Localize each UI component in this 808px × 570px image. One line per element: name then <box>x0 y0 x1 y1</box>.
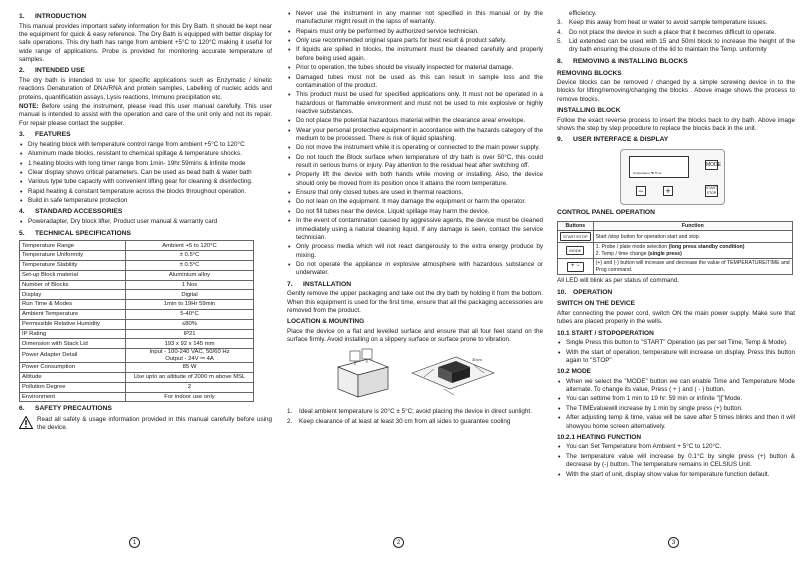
spec-value: 2 <box>126 382 254 392</box>
spec-label: Temperature Stability <box>20 261 126 271</box>
table-row <box>20 300 254 310</box>
lcd-display <box>629 156 689 178</box>
page-1 <box>19 10 272 434</box>
table-row <box>20 372 254 382</box>
list-item: • You can settime from 1 min to 19 hr: 59 min or infinite "]["Mode. <box>557 395 795 403</box>
list-item: • Do not operate the appliance in explosive atmosphere with hazardous substance or underwater. <box>287 261 543 278</box>
list-item: • Clear display shows critical parameters, Can be used as bead bath & water bath <box>19 169 272 177</box>
spec-value: 1min to 19Hr 59min <box>126 300 254 310</box>
spec-label: Set-up Block material <box>20 270 126 280</box>
spec-value: Aluminium alloy <box>126 270 254 280</box>
switch-on-heading: SWITCH ON THE DEVICE <box>557 300 636 308</box>
spec-value: Digital <box>126 290 254 300</box>
start-stop-button-illustration: START STOP <box>706 186 718 195</box>
installation-text: Gently remove the upper packaging and take out the dry bath by holding it from the bottom. When this equipment is used for the first time, ensure that all the packaging accessories are removed from the product. <box>287 290 543 314</box>
switch-on-text: After connecting the power cord, switch ON the main power supply. Make sure that tubes are placed properly in the wells. <box>557 310 795 326</box>
safety-heading: 6. SAFETY PRECAUTIONS <box>19 405 112 413</box>
spec-label: IP Rating <box>20 329 126 339</box>
spec-value: 1 Nos <box>126 280 254 290</box>
plus-button-illustration: + <box>663 186 673 196</box>
table-row <box>20 339 254 349</box>
table-row <box>20 363 254 373</box>
intro-text: This manual provides important safety information for this Dry Bath. It should be kept near the equipment for quick & easy reference. The Dry Bath is equipped with better display for safe operations. This dry bath has range from ambient +5°C to 120°C making it useful for wide range of applications. Probe is provided for monitoring accurate temperature of samples. <box>19 22 272 64</box>
list-item: • Do not touch the Block surface when temperature of dry bath is over 50°C, this could result in serious burns or injury. Pay attention to the residual heat after switching off. <box>287 154 543 171</box>
table-row: START/STOP Start /stop button for operation start and stop. <box>558 231 793 243</box>
list-item: 4. Do not place the device in such a place that it becomes difficult to operate. <box>557 28 777 36</box>
table-row <box>20 261 254 271</box>
placement-list <box>287 408 543 426</box>
spec-label: Temperature Range <box>20 241 126 251</box>
control-panel-heading: CONTROL PANEL OPERATION <box>557 209 655 216</box>
spec-label: Temperature Uniformity <box>20 251 126 261</box>
table-row <box>20 290 254 300</box>
spec-label: Run Time & Modes <box>20 300 126 310</box>
list-item: • With the start of operation, temperature will increase on display. Press this button again to "STOP" <box>557 349 795 366</box>
specs-table <box>19 240 254 402</box>
list-item: • When we select the "MODE" button we can enable Time and Temperature Mode alternate. To change its value, Press ( + ) and ( - ) button. <box>557 378 795 395</box>
list-item: • 1 heating blocks with long timer range from 1min- 19hr:59mins & infinite mode <box>19 160 272 168</box>
safety-list <box>287 10 543 278</box>
spec-label: Altitude <box>20 372 126 382</box>
spec-value: IP21 <box>126 329 254 339</box>
list-item: • This product must be used for specified applications only. It must not be operated in a hazardous or flammable environment and must not be used to mix explosive or highly reactive substances. <box>287 91 543 116</box>
blocks-heading: 8. REMOVING & INSTALLING BLOCKS <box>557 57 688 65</box>
features-list <box>19 141 272 206</box>
list-item: • You can Set Temperature from Ambient + 5°C to 120°C. <box>557 443 795 451</box>
spec-value: 5-40°C <box>126 310 254 320</box>
list-item: • If liquids are spilled in blocks, the instrument must be cleaned carefully and properly before being used again. <box>287 46 543 63</box>
spec-label: Dimension with Stack Lid <box>20 339 126 349</box>
mode-key-icon: MODE <box>566 246 584 255</box>
list-item: • Ensure that only closed tubes are used in thermal reactions. <box>287 189 543 197</box>
led-note: All LED will blink as per status of command. <box>557 277 680 285</box>
table-row <box>20 251 254 261</box>
list-item: • With the start of unit, display show value for temperature function default. <box>557 471 795 479</box>
page-3 <box>557 10 795 480</box>
list-item: • Dry heating block with temperature control range from ambient +5°C to 120°C <box>19 141 272 149</box>
table-row <box>20 349 254 363</box>
specs-heading: 5. TECHNICAL SPECIFICATIONS <box>19 229 131 237</box>
spec-label: Number of Blocks <box>20 280 126 290</box>
list-item: • Build in safe temperature protection <box>19 197 272 205</box>
list-item: • The TIMEvaluewill increase by 1 min by single press (+) button. <box>557 405 795 413</box>
heating-heading: 10.2.1 HEATING FUNCTION <box>557 433 642 441</box>
list-item: • Wear your personal protective equipment in accordance with the hazards category of the medium to be processed. There is risk of liquid splashing. <box>287 127 543 144</box>
spec-value: 193 x 92 x 145 mm <box>126 339 254 349</box>
clearance-label: 30cm <box>472 357 482 363</box>
table-row <box>20 392 254 402</box>
list-item: • Do not lean on the equipment. It may damage the equipment or harm the operator. <box>287 198 543 206</box>
spec-label: Power Consumption <box>20 363 126 373</box>
installing-heading: INSTALLING BLOCK <box>557 106 621 114</box>
placement-list-continued <box>557 19 795 54</box>
list-item: • Damaged tubes must not be used as this can result in sample loss and the contamination of the product. <box>287 74 543 91</box>
spec-value: Input - 100-240 VAC, 50/60 Hz Output - 24V ⎓ 4A <box>126 349 254 363</box>
control-panel-table <box>557 221 793 276</box>
placement-illustration <box>404 347 502 405</box>
removing-heading: REMOVING BLOCKS <box>557 69 622 77</box>
table-header: Buttons <box>558 221 594 231</box>
list-item: • Poweradapter, Dry block lifter, Product user manual & warranty card <box>19 218 272 226</box>
removing-text: Device blocks can be removed / changed by a simple screwing device in to the blocks for lifting/removing/changing the blocks . Above image shows the process to remove blocks. <box>557 79 795 103</box>
spec-label: Power Adapter Detail <box>20 349 126 363</box>
list-item: • The temperature value will increase by 0.1°C by single press (+) button & decrease by (-) button. The temperature remains in CELSIUS Unit. <box>557 453 795 470</box>
safety-notice <box>19 416 272 434</box>
list-item: • Properly lift the device with both hands while moving or installing. Also, the device should only be moved from its position once it attains the room temperature. <box>287 171 543 188</box>
features-heading: 3. FEATURES <box>19 130 71 138</box>
table-row: MODE 1. Probe / plate mode selection (long press standby condition) 2. Temp / time change (single press) <box>558 243 793 259</box>
accessories-list <box>19 218 272 226</box>
safety-text: Read all safety & usage information provided in this manual carefully before using the device. <box>37 416 272 432</box>
table-row <box>20 280 254 290</box>
table-row <box>20 241 254 251</box>
list-item: • Prior to operation, the tubes should be visually inspected for material damage. <box>287 64 543 72</box>
spec-value: 85 W <box>126 363 254 373</box>
list-item: • Never use the instrument in any manner not specified in this manual or by the manufacturer might result in the lapss of warranty. <box>287 10 543 27</box>
heating-list <box>557 443 795 478</box>
control-panel-illustration <box>620 149 725 205</box>
start-stop-key-icon: START/STOP <box>560 232 591 241</box>
spec-label: Pollution Degree <box>20 382 126 392</box>
table-row <box>20 382 254 392</box>
list-item: • Single Press this button to "START" Operation (as per set Time, Temp & Mode). <box>557 339 795 347</box>
list-item: • Aluminum made blocks, resistant to chemical spillage & temperature shocks. <box>19 150 272 158</box>
list-item: 1. Ideal ambient temperature is 20°C ± 5°C; avoid placing the device in direct sunlight. <box>287 408 532 416</box>
table-row <box>20 270 254 280</box>
table-header: Function <box>593 221 792 231</box>
minus-button-illustration: − <box>636 186 646 196</box>
list-item: • Do not move the instrument while it is operating or connected to the main power supply. <box>287 144 543 152</box>
packaging-illustration <box>328 347 398 405</box>
list-item: • Various type tube capacity with convenient lifting gear for cleaning & disinfecting. <box>19 178 272 186</box>
list-item: • Rapid heating & constant temperature across the blocks throughout operation. <box>19 188 272 196</box>
installing-text: Follow the exact reverse process to insert the blocks back to dry bath. Above image shows the step by step procedure to replace the blocks back in the unit. <box>557 116 795 132</box>
page-number: 2 <box>393 537 404 548</box>
mode-heading: 10.2 MODE <box>557 368 591 376</box>
spec-label: Permissible Relative Humidity <box>20 319 126 329</box>
list-item: 5. Lid extended can be used with 15 and 50ml block to increase the height of the dry bath ensuring the closure of the lid to maintain the Temp. uniformity <box>557 38 795 54</box>
continued-text: efficiency. <box>569 10 597 17</box>
list-item: • Only process media which will not react dangerously to the extra energy produce by mixing. <box>287 243 543 260</box>
intended-use-heading: 2. INTENDED USE <box>19 67 85 75</box>
page-number: 3 <box>668 537 679 548</box>
spec-label: Display <box>20 290 126 300</box>
note-text: NOTE: Before using the instrument, please read this user manual carefully. This user manual is intended to assist with the operation and care of the unit only and not its repair. For repair please contact the supplier. <box>19 103 272 127</box>
table-row <box>20 310 254 320</box>
intended-use-text: The dry bath is intended to use for specific applications such as Enzymatic / kinetic reactions Denaturation of DNA/RNA and protein samples, Labelling of nucleic acids and proteins, quantification assays, Lysis reactions, Immuno precipitation etc. <box>19 77 272 101</box>
page-number: 1 <box>129 537 140 548</box>
list-item: • Only use recommended original spare parts for best result & product safety. <box>287 37 543 45</box>
spec-value: Use upto an altitude of 2000 m above MSL <box>126 372 254 382</box>
spec-label: Ambient Temperature <box>20 310 126 320</box>
location-text: Place the device on a flat and levelled surface and ensure that all four feet stand on the surface firmly. Avoid installing on a slippery surface or surface prone to vibration. <box>287 327 543 344</box>
mode-button-illustration: MODE <box>706 162 721 168</box>
table-row <box>20 329 254 339</box>
list-item: • After adjusting temp & time, value will be save after 5 times blinks and then it will showyou home screen alternatively. <box>557 414 795 431</box>
plus-minus-key-icon: + − <box>567 262 584 272</box>
spec-value: ± 0.5°C <box>126 251 254 261</box>
spec-value: For indoor use only <box>126 392 254 402</box>
installation-figure <box>287 347 543 405</box>
start-stop-heading: 10.1 START / STOPOPERATION <box>557 329 654 337</box>
page-2 <box>287 10 543 427</box>
location-heading: LOCATION & MOUNTING <box>287 318 365 326</box>
accessories-heading: 4. STANDARD ACCESSORIES <box>19 208 123 216</box>
ui-heading: 9. USER INTERFACE & DISPLAY <box>557 136 669 144</box>
spec-label: Environment <box>20 392 126 402</box>
list-item: 3. Keep this away from heat or water to avoid sample temperature issues. <box>557 19 768 27</box>
spec-value: ≤80% <box>126 319 254 329</box>
start-stop-list <box>557 339 795 365</box>
operation-heading: 10. OPERATION <box>557 288 613 296</box>
lcd-label: Temperature ℃ Time <box>633 171 662 176</box>
mode-list <box>557 378 795 431</box>
table-row: + − (+) and (-) button will increase and decrease the value of TEMPERATURE/TIME and Prog command. <box>558 259 793 275</box>
list-item: • Repairs must only be performed by authorized service technician. <box>287 28 543 36</box>
list-item: • Do not fill tubes near the device. Liquid spillage may harm the device. <box>287 208 543 216</box>
installation-heading: 7. INSTALLATION <box>287 280 352 288</box>
intro-heading: 1. INTRODUCTION <box>19 13 87 20</box>
spec-value: Ambient +5 to 120°C <box>126 241 254 251</box>
table-row <box>20 319 254 329</box>
warning-icon <box>19 416 33 429</box>
list-item: • Do not place the potential hazardous material within the clearance area/ envelope. <box>287 117 543 125</box>
list-item: • In the event of contamination caused by aggressive agents, the device must be cleaned immediately using a natural cleaning liquid. If any damage is seen, contact the service technician. <box>287 217 543 242</box>
spec-value: ± 0.5°C <box>126 261 254 271</box>
list-item: 2. Keep clearance of at least at least 30 cm from all sides to guarantee cooling <box>287 417 511 425</box>
